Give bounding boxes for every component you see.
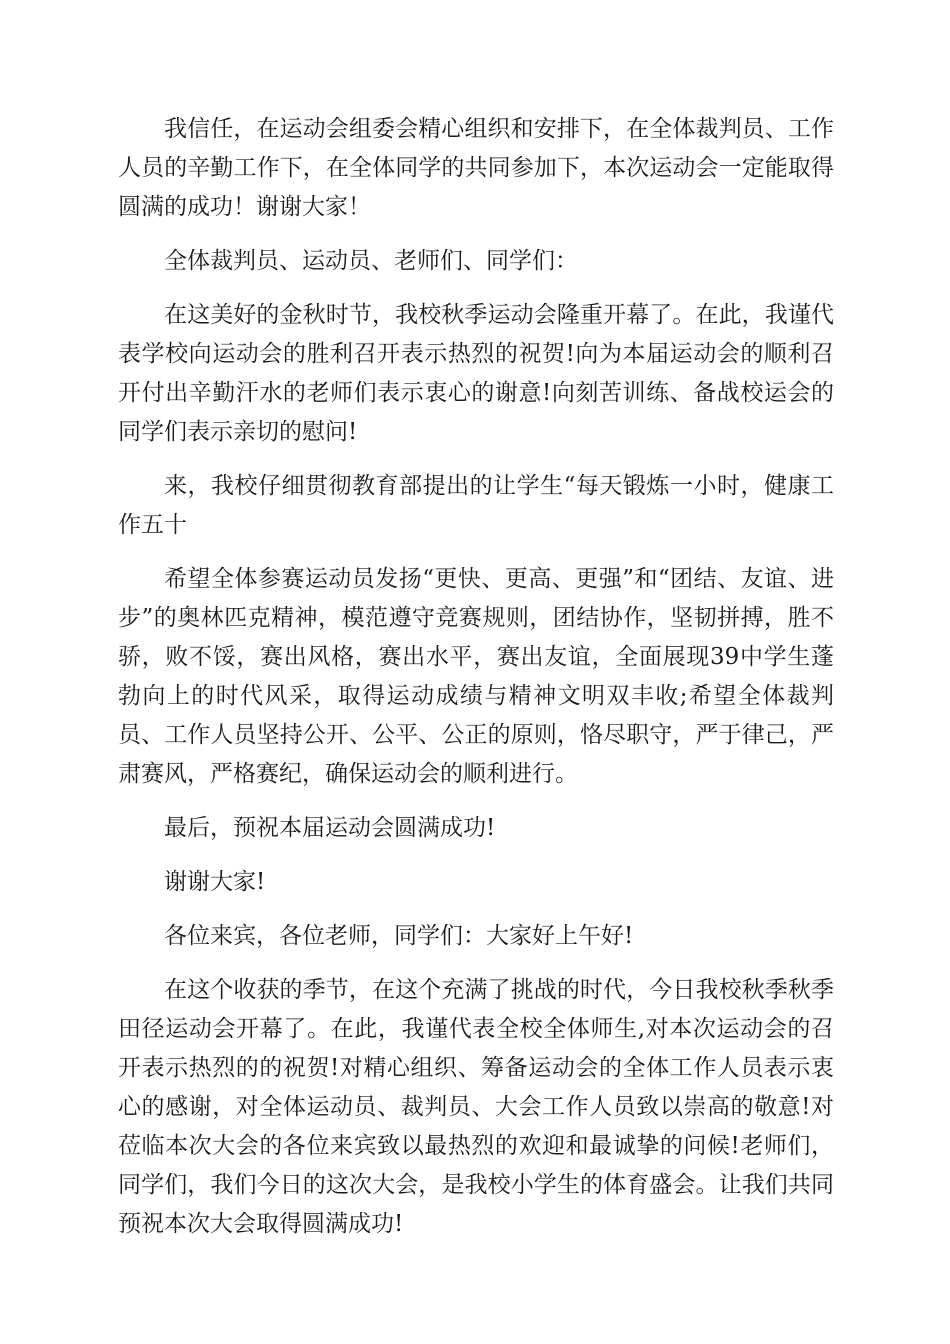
paragraph: 在这美好的金秋时节，我校秋季运动会隆重开幕了。在此，我谨代表学校向运动会的胜利召开表示热烈的祝贺!向为本届运动会的顺利召开付出辛勤汗水的老师们表示衷心的谢意!向刻苦训练、备战校运会的同学们表示亲切的慰问! xyxy=(118,302,834,445)
paragraph: 来，我校仔细贯彻教育部提出的让学生“每天锻炼一小时，健康工作五十 xyxy=(118,473,834,538)
paragraph: 希望全体参赛运动员发扬“更快、更高、更强”和“团结、友谊、进步”的奥林匹克精神，模范遵守竞赛规则，团结协作，坚韧拼搏，胜不骄，败不馁，赛出风格，赛出水平，赛出友谊，全面展现39中学生蓬勃向上的时代风采，取得运动成绩与精神文明双丰收;希望全体裁判员、工作人员坚持公开、公平、公正的原则，恪尽职守，严于律己，严肃赛风，严格赛纪，确保运动会的顺利进行。 xyxy=(118,566,834,787)
paragraph: 各位来宾，各位老师，同学们：大家好上午好! xyxy=(164,923,634,949)
paragraph: 全体裁判员、运动员、老师们、同学们： xyxy=(164,248,578,274)
paragraph: 我信任，在运动会组委会精心组织和安排下，在全体裁判员、工作人员的辛勤工作下，在全体同学的共同参加下，本次运动会一定能取得圆满的成功！谢谢大家！ xyxy=(118,116,834,220)
paragraph: 最后，预祝本届运动会圆满成功! xyxy=(164,815,496,841)
paragraph: 在这个收获的季节，在这个充满了挑战的时代，今日我校秋季秋季田径运动会开幕了。在此，我谨代表全校全体师生,对本次运动会的召开表示热烈的的祝贺!对精心组织、筹备运动会的全体工作人员表示衷心的感谢，对全体运动员、裁判员、大会工作人员致以崇高的敬意!对莅临本次大会的各位来宾致以最热烈的欢迎和最诚挚的问候!老师们，同学们，我们今日的这次大会，是我校小学生的体育盛会。让我们共同预祝本次大会取得圆满成功! xyxy=(118,977,834,1237)
paragraph: 谢谢大家! xyxy=(164,869,266,895)
document-body xyxy=(118,110,834,1259)
